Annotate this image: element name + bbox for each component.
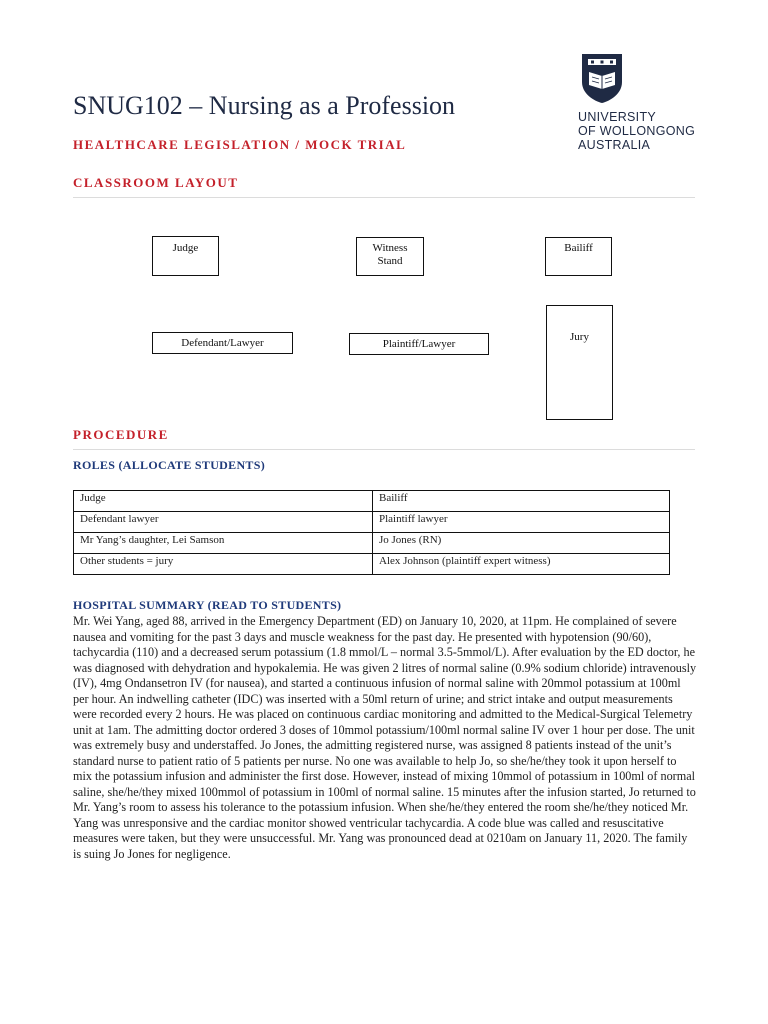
table-cell: Jo Jones (RN) xyxy=(373,533,670,554)
table-cell: Judge xyxy=(74,491,373,512)
bailiff-box xyxy=(545,237,612,276)
plaintiff-box-label: Plaintiff/Lawyer xyxy=(382,338,456,350)
table-cell: Plaintiff lawyer xyxy=(373,512,670,533)
judge-box xyxy=(152,236,219,276)
logo-text xyxy=(578,110,695,152)
logo-line-1: UNIVERSITY xyxy=(578,110,657,124)
university-logo xyxy=(578,52,718,162)
roles-heading: ROLES (ALLOCATE STUDENTS) xyxy=(73,458,265,472)
table-row xyxy=(74,554,670,575)
page-title: SNUG102 – Nursing as a Profession xyxy=(73,91,456,120)
procedure-heading: PROCEDURE xyxy=(73,427,169,442)
logo-line-2: OF WOLLONGONG xyxy=(578,124,696,138)
crest-icon xyxy=(580,52,624,104)
table-row xyxy=(74,512,670,533)
hospital-summary-heading: HOSPITAL SUMMARY (READ TO STUDENTS) xyxy=(73,598,342,612)
table-cell: Bailiff xyxy=(373,491,670,512)
logo-line-3: AUSTRALIA xyxy=(578,138,651,152)
judge-box-label: Judge xyxy=(172,242,199,254)
witness-stand-box xyxy=(356,237,424,276)
jury-box-label: Jury xyxy=(570,331,589,343)
roles-table xyxy=(73,490,670,575)
plaintiff-lawyer-box xyxy=(349,333,489,355)
defendant-box-label: Defendant/Lawyer xyxy=(181,337,264,349)
table-cell: Alex Johnson (plaintiff expert witness) xyxy=(373,554,670,575)
page-subtitle: HEALTHCARE LEGISLATION / MOCK TRIAL xyxy=(73,137,407,152)
divider xyxy=(73,197,695,198)
hospital-summary-text: Mr. Wei Yang, aged 88, arrived in the Emergency Department (ED) on January 10, 2020, at 11pm. He complained of severe nausea and vomiting for the past 3 days and muscle weakness for the past day. He presented with hypotension (90/60), tachycardia (110) and a decreased serum potassium (1.8 mmol/L – normal 3.5-5mmol/L). After evaluation by the ED doctor, he was diagnosed with dehydration and hypokalemia. He was given 2 litres of normal saline (0.9% sodium chloride) intravenously (IV), 4mg Ondansetron IV (for nausea), and started a continuous infusion of normal saline with 20mmol potassium at 100ml per hour. An indwelling catheter (IDC) was inserted with a 50ml return of urine; and strict intake and output measurements were recorded every 2 hours. He was placed on continuous cardiac monitoring and admitted to the Medical-Surgical Telemetry unit at 1am. The admitting doctor ordered 3 doses of 10mmol potassium/100ml normal saline IV over 1 hour per dose. The unit was extremely busy and understaffed. Jo Jones, the admitting registered nurse, was assigned 8 patients instead of the unit’s standard nurse to patient ratio of 5 patients per nurse. No one was available to help Jo, so she/he/they took it upon herself to mix the potassium infusion and administer the first dose. However, instead of mixing 10mmol of potassium in 100ml of normal saline, she/he/they mixed 100mmol of potassium in 100ml of normal saline. 15 minutes after the infusion started, Jo returned to Mr. Yang’s room to assess his tolerance to the potassium infusion. When she/he/they entered the room she/he/they noticed Mr. Yang was unresponsive and the cardiac monitor showed ventricular tachycardia. A code blue was called and resuscitative measures were taken, but they were unsuccessful. Mr. Yang was pronounced dead at 0210am on January 11, 2020. The family is suing Jo Jones for negligence. xyxy=(73,614,697,861)
table-row xyxy=(74,533,670,554)
witness-box-label-2: Stand xyxy=(377,255,403,267)
classroom-layout-heading: CLASSROOM LAYOUT xyxy=(73,175,239,190)
defendant-lawyer-box xyxy=(152,332,293,354)
table-cell: Defendant lawyer xyxy=(74,512,373,533)
table-row xyxy=(74,491,670,512)
divider xyxy=(73,449,695,450)
witness-box-label-1: Witness xyxy=(372,242,408,254)
bailiff-box-label: Bailiff xyxy=(564,242,593,254)
table-cell: Other students = jury xyxy=(74,554,373,575)
table-cell: Mr Yang’s daughter, Lei Samson xyxy=(74,533,373,554)
jury-box xyxy=(546,305,613,420)
